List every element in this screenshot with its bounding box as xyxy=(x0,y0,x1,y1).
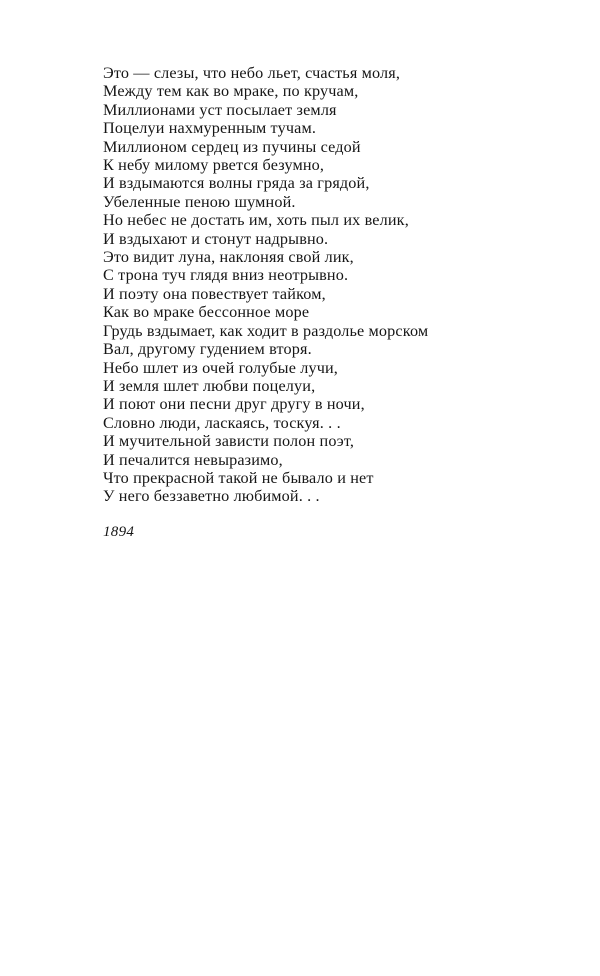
poem-line: И вздымаются волны гряда за грядой, xyxy=(103,174,370,193)
poem-line: Небо шлет из очей голубые лучи, xyxy=(103,358,339,377)
poem-line: Грудь вздымает, как ходит в раздолье морском xyxy=(103,321,429,340)
poem-line: Миллионом сердец из пучины седой xyxy=(103,137,361,156)
poem-line: Убеленные пеною шумной. xyxy=(103,192,296,211)
poem-line: Вал, другому гудением вторя. xyxy=(103,340,312,359)
poem-line: Это — слезы, что небо льет, счастья моля, xyxy=(103,64,401,82)
poem-line: К небу милому рвется безумно, xyxy=(103,156,325,175)
poem-line: И поют они песни друг другу в ночи, xyxy=(103,395,365,414)
poem-line: И земля шлет любви поцелуи, xyxy=(103,376,316,395)
poem-line: Поцелуи нахмуренным тучам. xyxy=(103,119,317,138)
poem-line: И печалится невыразимо, xyxy=(103,450,283,469)
poem-text xyxy=(103,64,573,506)
poem-line: И вздыхают и стонут надрывно. xyxy=(103,229,329,248)
poem-line: Это видит луна, наклоняя свой лик, xyxy=(103,248,354,267)
poem-line: С трона туч глядя вниз неотрывно. xyxy=(103,266,349,285)
poem-line: Но небес не достать им, хоть пыл их велик, xyxy=(103,211,409,230)
poem-line: Между тем как во мраке, по кручам, xyxy=(103,82,359,101)
poem-line: Как во мраке бессонное море xyxy=(103,303,310,322)
poem-line: Словно люди, ласкаясь, тоскуя. . . xyxy=(103,413,341,432)
poem-line: Что прекрасной такой не бывало и нет xyxy=(103,468,374,487)
poem-line: И мучительной зависти полон поэт, xyxy=(103,432,355,451)
poem-line: У него беззаветно любимой. . . xyxy=(103,487,320,506)
poem-line: И поэту она повествует тайком, xyxy=(103,284,326,303)
poem-year: 1894 xyxy=(103,524,135,540)
poem-line: Миллионами уст посылает земля xyxy=(103,100,337,119)
